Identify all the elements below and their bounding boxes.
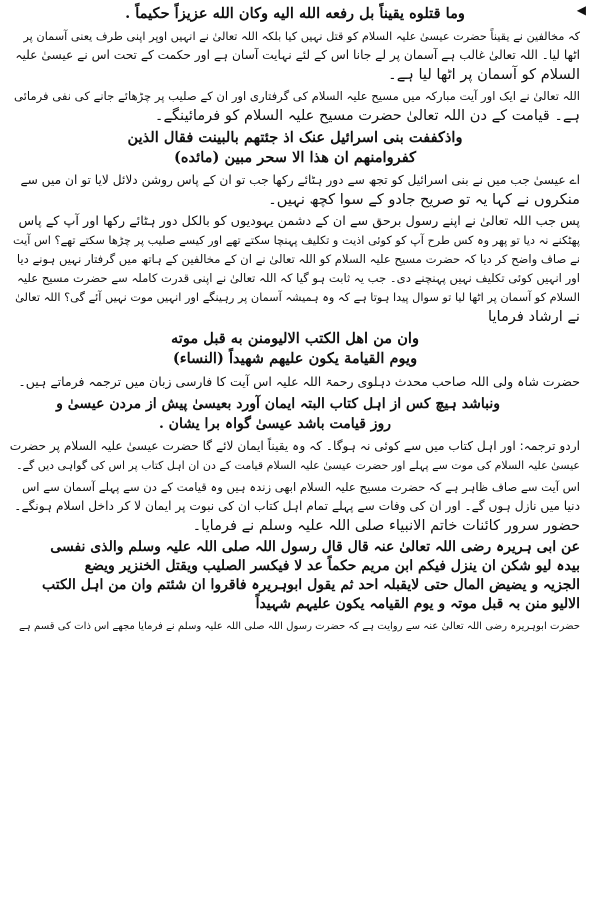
hadith-text [10,538,580,614]
urdu-paragraph [10,87,580,125]
text-line: الجزیہ و یضیض المال حتی لایقبلہ احد ثم یقول ابوہریرہ فاقروا ان شئتم وان من اہل الکتب [41,577,580,593]
text-line: السلام کو آسمان پر اٹھا لیا تو سوال پیدا ہوتا ہے کہ وہ ہمیشہ آسمان پر رہینگے اور انہیں موت نہیں آئے گی؟ اللہ تعالیٰ [15,291,580,304]
text-line: بیدہ لیو شکن ان ینزل فیکم ابن مریم حکماً عد لا فیکسر الصلیب ویقتل الخنزیر ویضع [84,558,580,574]
text-line: كفروامنهم ان هذا الا سحر مبين (مائده) [173,149,417,166]
urdu-paragraph [10,171,580,209]
urdu-paragraph [10,372,580,391]
urdu-paragraph [10,27,580,84]
text-line: ونباشد ہیچ کس از اہل کتاب البتہ ایمان آورد بعیسیٰ پیش از مردن عیسیٰ و [56,396,500,412]
urdu-paragraph [10,478,580,535]
text-line: نے صاف واضح کر دیا کہ حضرت مسیح علیہ السلام کو اللہ تعالیٰ نے ان کے مخالفین کے ہاتھ میں گرفتار نہیں ہونے دیا [16,252,580,266]
text-line: عیسیٰ علیہ السلام کی موت سے پہلے اور حضرت عیسیٰ علیہ السلام قیامت کے دن ان اہل کتاب پر اس کی گواہی دیں گے۔ [16,459,580,472]
text-line: نے ارشاد فرمایا [488,308,580,325]
text-line: اردو ترجمہ: اور اہل کتاب میں سے کوئی نہ ہوگا۔ کہ وہ یقیناً ایمان لائے گا حضرت عیسیٰ علیہ السلام پر حضرت [9,439,580,453]
text-line: السلام کو آسمان پر اٹھا لیا ہے۔ [388,66,580,83]
urdu-paragraph [10,437,580,475]
text-line: الالیو منن بہ قبل موتہ و یوم القیامہ یکون علیہم شہیداً [255,596,580,612]
text-line: پس جب اللہ تعالیٰ نے اپنے رسول برحق سے ان کے دشمن یہودیوں کو بالکل دور ہٹائے رکھا اور آپ کے پاس [18,214,580,229]
arabic-verse [10,329,580,369]
text-line: وان من اهل الكتب الاليومنن به قبل موته [170,330,420,347]
text-line: عن ابی ہریرہ رضی اللہ تعالیٰ عنہ قال قال رسول اللہ صلی اللہ علیہ وسلم والذی نفسی [50,539,580,555]
arabic-verse [10,128,580,168]
text-line: منکروں نے کہا یہ تو صریح جادو کے سوا کچھ نہیں۔ [268,191,580,208]
urdu-paragraph [10,617,580,636]
text-line: اللہ تعالیٰ نے ایک اور آیت مبارکہ میں مسیح علیہ السلام کی گرفتاری اور ان کے صلیب پر چڑھائے جانے کی نفی فرمائی [13,89,580,103]
text-line: ويوم القيامة يكون عليهم شهيداً (النساء) [172,350,418,367]
document-body [10,4,580,636]
page-corner-mark: ◀ [576,3,586,17]
persian-translation [10,394,580,434]
text-line: اس آیت سے صاف ظاہر ہے کہ حضرت مسیح علیہ السلام ابھی زندہ ہیں وہ قیامت کے دن سے پہلے آسمان سے اس [22,480,580,494]
text-line: دنیا میں نازل ہوں گے۔ اور ان کی وفات سے پہلے تمام اہل کتاب ان کی نبوت پر ایمان لا کر داخل اسلام ہونگے۔ [14,499,580,513]
text-line: پھٹکنے نہ دیا تو پھر وہ کس طرح آپ کو کوئی اذیت و تکلیف پہنچا سکتے تھے اور کیسے صلیب پر چڑھا سکتے تھے؟ اس آیت [13,234,580,247]
text-line: ہے۔ قیامت کے دن اللہ تعالیٰ حضرت مسیح علیہ السلام کو فرمائینگے۔ [154,107,580,124]
text-line: واذكففت بنی اسرائيل عنک اذ جئتهم بالبينت فقال الذين [127,129,463,146]
text-line: کہ مخالفین نے یقیناً حضرت عیسیٰ علیہ السلام کو قتل نہیں کیا بلکہ اللہ تعالیٰ نے انہیں اوپر اپنی طرف یعنی آسمان پر [23,30,580,43]
arabic-verse [10,4,580,24]
text-line: اٹھا لیا۔ اللہ تعالیٰ غالب ہے آسمان پر لے جانا اس کے لئے نہایت آسان ہے اور حکمت کے تحت اس نے عیسیٰ علیہ [15,48,580,62]
text-line: اے عیسیٰ جب میں نے بنی اسرائیل کو تجھ سے دور ہٹائے رکھا جب تو ان کے پاس روشن دلائل لایا تو ان میں سے [20,173,580,187]
text-line: حضرت ابوہریرہ رضی اللہ تعالیٰ عنہ سے روایت ہے کہ حضرت رسول اللہ صلی اللہ علیہ وسلم نے فرمایا مجھے اس ذات کی قسم ہے [19,621,580,632]
urdu-paragraph [10,212,580,326]
text-line: حضرت شاہ ولی اللہ صاحب محدث دہلوی رحمۃ اللہ علیہ اس آیت کا فارسی زبان میں ترجمہ فرماتے ہیں۔ [18,374,580,389]
text-line: اور انہیں کوئی تکلیف نہیں پہنچنے دی۔ جب یہ ثابت ہو گیا کہ اللہ تعالیٰ نے اپنی قدرت کاملہ سے حضرت مسیح علیہ [17,271,580,285]
text-line: وما قتلوه يقيناً بل رفعه الله اليه وكان الله عزيزاً حكيماً . [125,5,465,22]
text-line: حضور سرور کائنات خاتم الانبیاء صلی اللہ علیہ وسلم نے فرمایا۔ [192,517,580,534]
text-line: روز قیامت باشد عیسیٰ گواہ برا یشان . [158,416,392,432]
